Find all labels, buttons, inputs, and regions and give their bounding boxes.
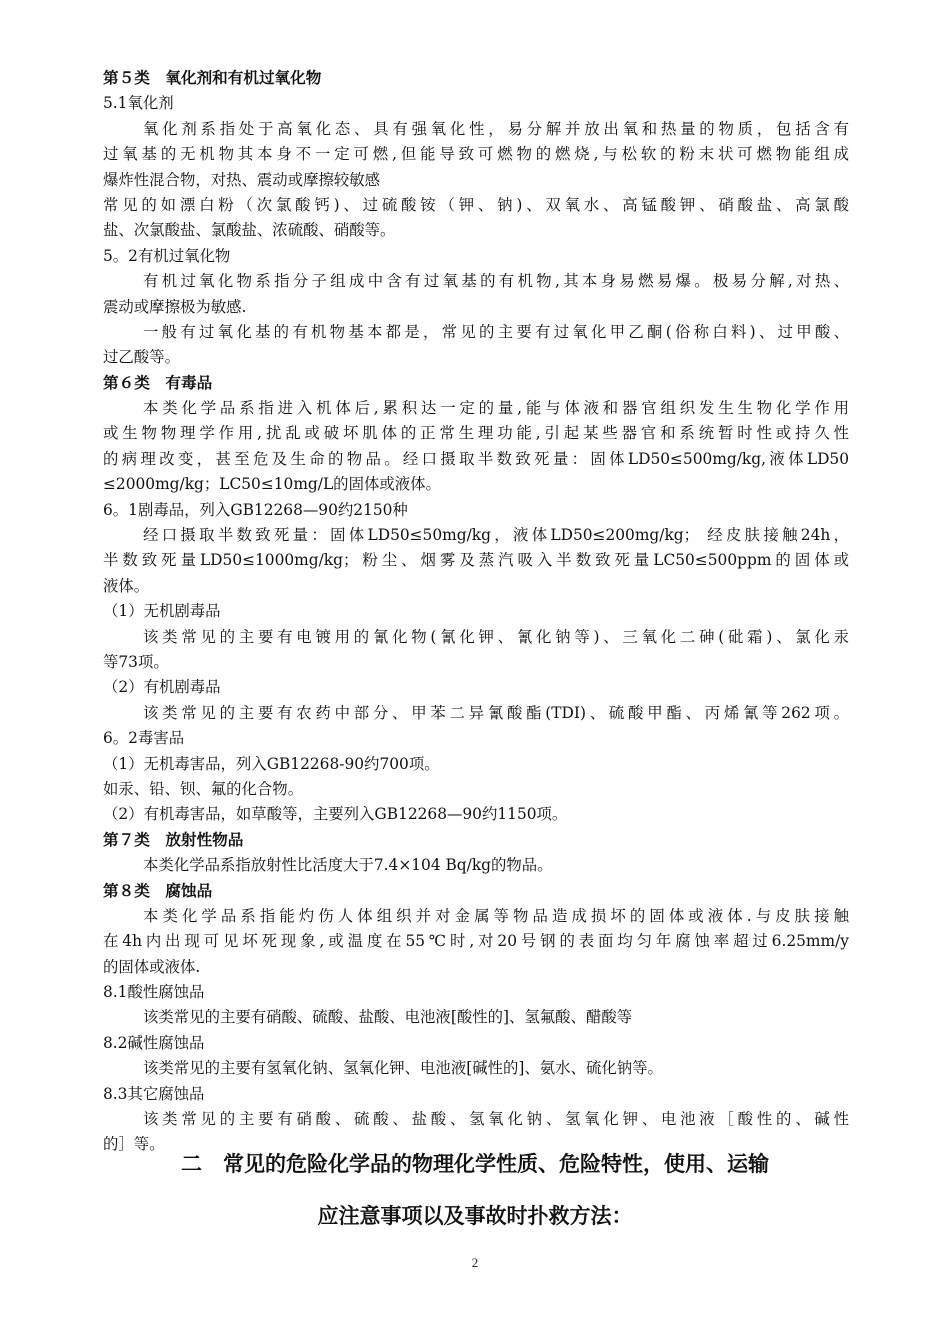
paragraph-line: 爆炸性混合物，对热、震动或摩擦较敏感	[103, 170, 381, 189]
paragraph-line: （2）有机毒害品，如草酸等，主要列入GB12268—90约1150项。	[103, 805, 568, 824]
paragraph-line: 氧化剂系指处于高氧化态、具有强氧化性，易分解并放出氧和热量的物质，包括含有	[143, 119, 849, 138]
paragraph-line: 的固体或液体.	[103, 957, 201, 976]
class8-heading: 第８类 腐蚀品	[103, 881, 213, 900]
paragraph-line: 过氧基的无机物其本身不一定可燃,但能导致可燃物的燃烧,与松软的粉末状可燃物能组成	[103, 145, 849, 164]
class7-heading: 第７类 放射性物品	[103, 830, 244, 849]
paragraph-line: 一般有过氧化基的有机物基本都是，常见的主要有过氧化甲乙酮(俗称白料)、过甲酸、	[143, 322, 849, 341]
subsection-heading: 8.2碱性腐蚀品	[103, 1033, 205, 1052]
subsection-heading: 8.3其它腐蚀品	[103, 1084, 205, 1103]
paragraph-line: 该类常见的主要有电镀用的氰化物(氰化钾、氰化钠等)、三氧化二砷(砒霜)、氯化汞	[143, 627, 849, 646]
paragraph-line: 等73项。	[103, 652, 169, 671]
paragraph-line: （1）无机毒害品，列入GB12268-90约700项。	[103, 754, 440, 773]
paragraph-line: 如汞、铅、钡、氟的化合物。	[103, 779, 304, 798]
subsection-heading: 6。1剧毒品，列入GB12268—90约2150种	[103, 500, 408, 519]
paragraph-line: 液体。	[103, 576, 150, 595]
subsection-heading: 5。2有机过氧化物	[103, 246, 231, 265]
paragraph-line: 或生物物理学作用,扰乱或破坏肌体的正常生理功能,引起某些器官和系统暂时性或持久性	[103, 424, 849, 443]
paragraph-line: 该类常见的主要有硝酸、硫酸、盐酸、氢氧化钠、氢氧化钾、电池液［酸性的、碱性	[143, 1110, 849, 1129]
subsection-heading: 8.1酸性腐蚀品	[103, 983, 205, 1002]
paragraph-line: 经口摄取半数致死量：固体LD50≤50mg/kg，液体LD50≤200mg/kg； 经皮肤接触24h，	[143, 526, 849, 545]
subsection-heading: （1）无机剧毒品	[103, 602, 221, 621]
paragraph-line: ≤2000mg/kg；LC50≤10mg/L的固体或液体。	[103, 475, 441, 494]
class6-heading: 第６类 有毒品	[103, 373, 213, 392]
paragraph-line: 在4h内出现可见坏死现象,或温度在55℃时,对20号钢的表面均匀年腐蚀率超过6.25mm/y	[103, 932, 849, 951]
document-body	[103, 66, 849, 1158]
paragraph-line: 有机过氧化物系指分子组成中含有过氧基的有机物,其本身易燃易爆。极易分解,对热、	[143, 272, 849, 291]
page-number: 2	[471, 1255, 479, 1270]
section-title-line1: 二 常见的危险化学品的物理化学性质、危险特性，使用、运输	[181, 1152, 769, 1176]
subsection-heading: 6。2毒害品	[103, 729, 185, 748]
paragraph-line: 该类常见的主要有农药中部分、甲苯二异氰酸酯(TDI)、硫酸甲酯、丙烯氰等262项。	[143, 703, 849, 722]
subsection-heading: 5.1氧化剂	[103, 94, 174, 113]
paragraph-line: 该类常见的主要有氢氧化钠、氢氧化钾、电池液[碱性的]、氨水、硫化钠等。	[143, 1059, 663, 1078]
class5-heading: 第５类 氧化剂和有机过氧化物	[103, 69, 322, 87]
paragraph-line: 过乙酸等。	[103, 348, 180, 367]
paragraph-line: 本类化学品系指进入机体后,累积达一定的量,能与体液和器官组织发生生物化学作用	[143, 399, 849, 418]
paragraph-line: 常见的如漂白粉（次氯酸钙)、过硫酸铵（钾、钠)、双氧水、高锰酸钾、硝酸盐、高氯酸	[103, 195, 849, 214]
paragraph-line: 本类化学品系指能灼伤人体组织并对金属等物品造成损坏的固体或液体.与皮肤接触	[143, 906, 849, 925]
paragraph-line: 半数致死量LD50≤1000mg/kg；粉尘、烟雾及蒸汽吸入半数致死量LC50≤500ppm的固体或	[103, 551, 849, 570]
section-title-line2: 应注意事项以及事故时扑救方法：	[317, 1204, 633, 1228]
paragraph-line: 本类化学品系指放射性比活度大于7.4×104 Bq/kg的物品。	[143, 856, 553, 875]
paragraph-line: 盐、次氯酸盐、氯酸盐、浓硫酸、硝酸等。	[103, 221, 396, 240]
subsection-heading: （2）有机剧毒品	[103, 678, 221, 697]
paragraph-line: 的病理改变，甚至危及生命的物品。经口摄取半数致死量：固体LD50≤500mg/kg,液体LD50	[103, 449, 849, 468]
paragraph-line: 震动或摩擦极为敏感.	[103, 297, 247, 316]
paragraph-line: 该类常见的主要有硝酸、硫酸、盐酸、电池液[酸性的]、氢氟酸、醋酸等	[143, 1008, 633, 1027]
paragraph-line: 的］等。	[103, 1135, 165, 1154]
